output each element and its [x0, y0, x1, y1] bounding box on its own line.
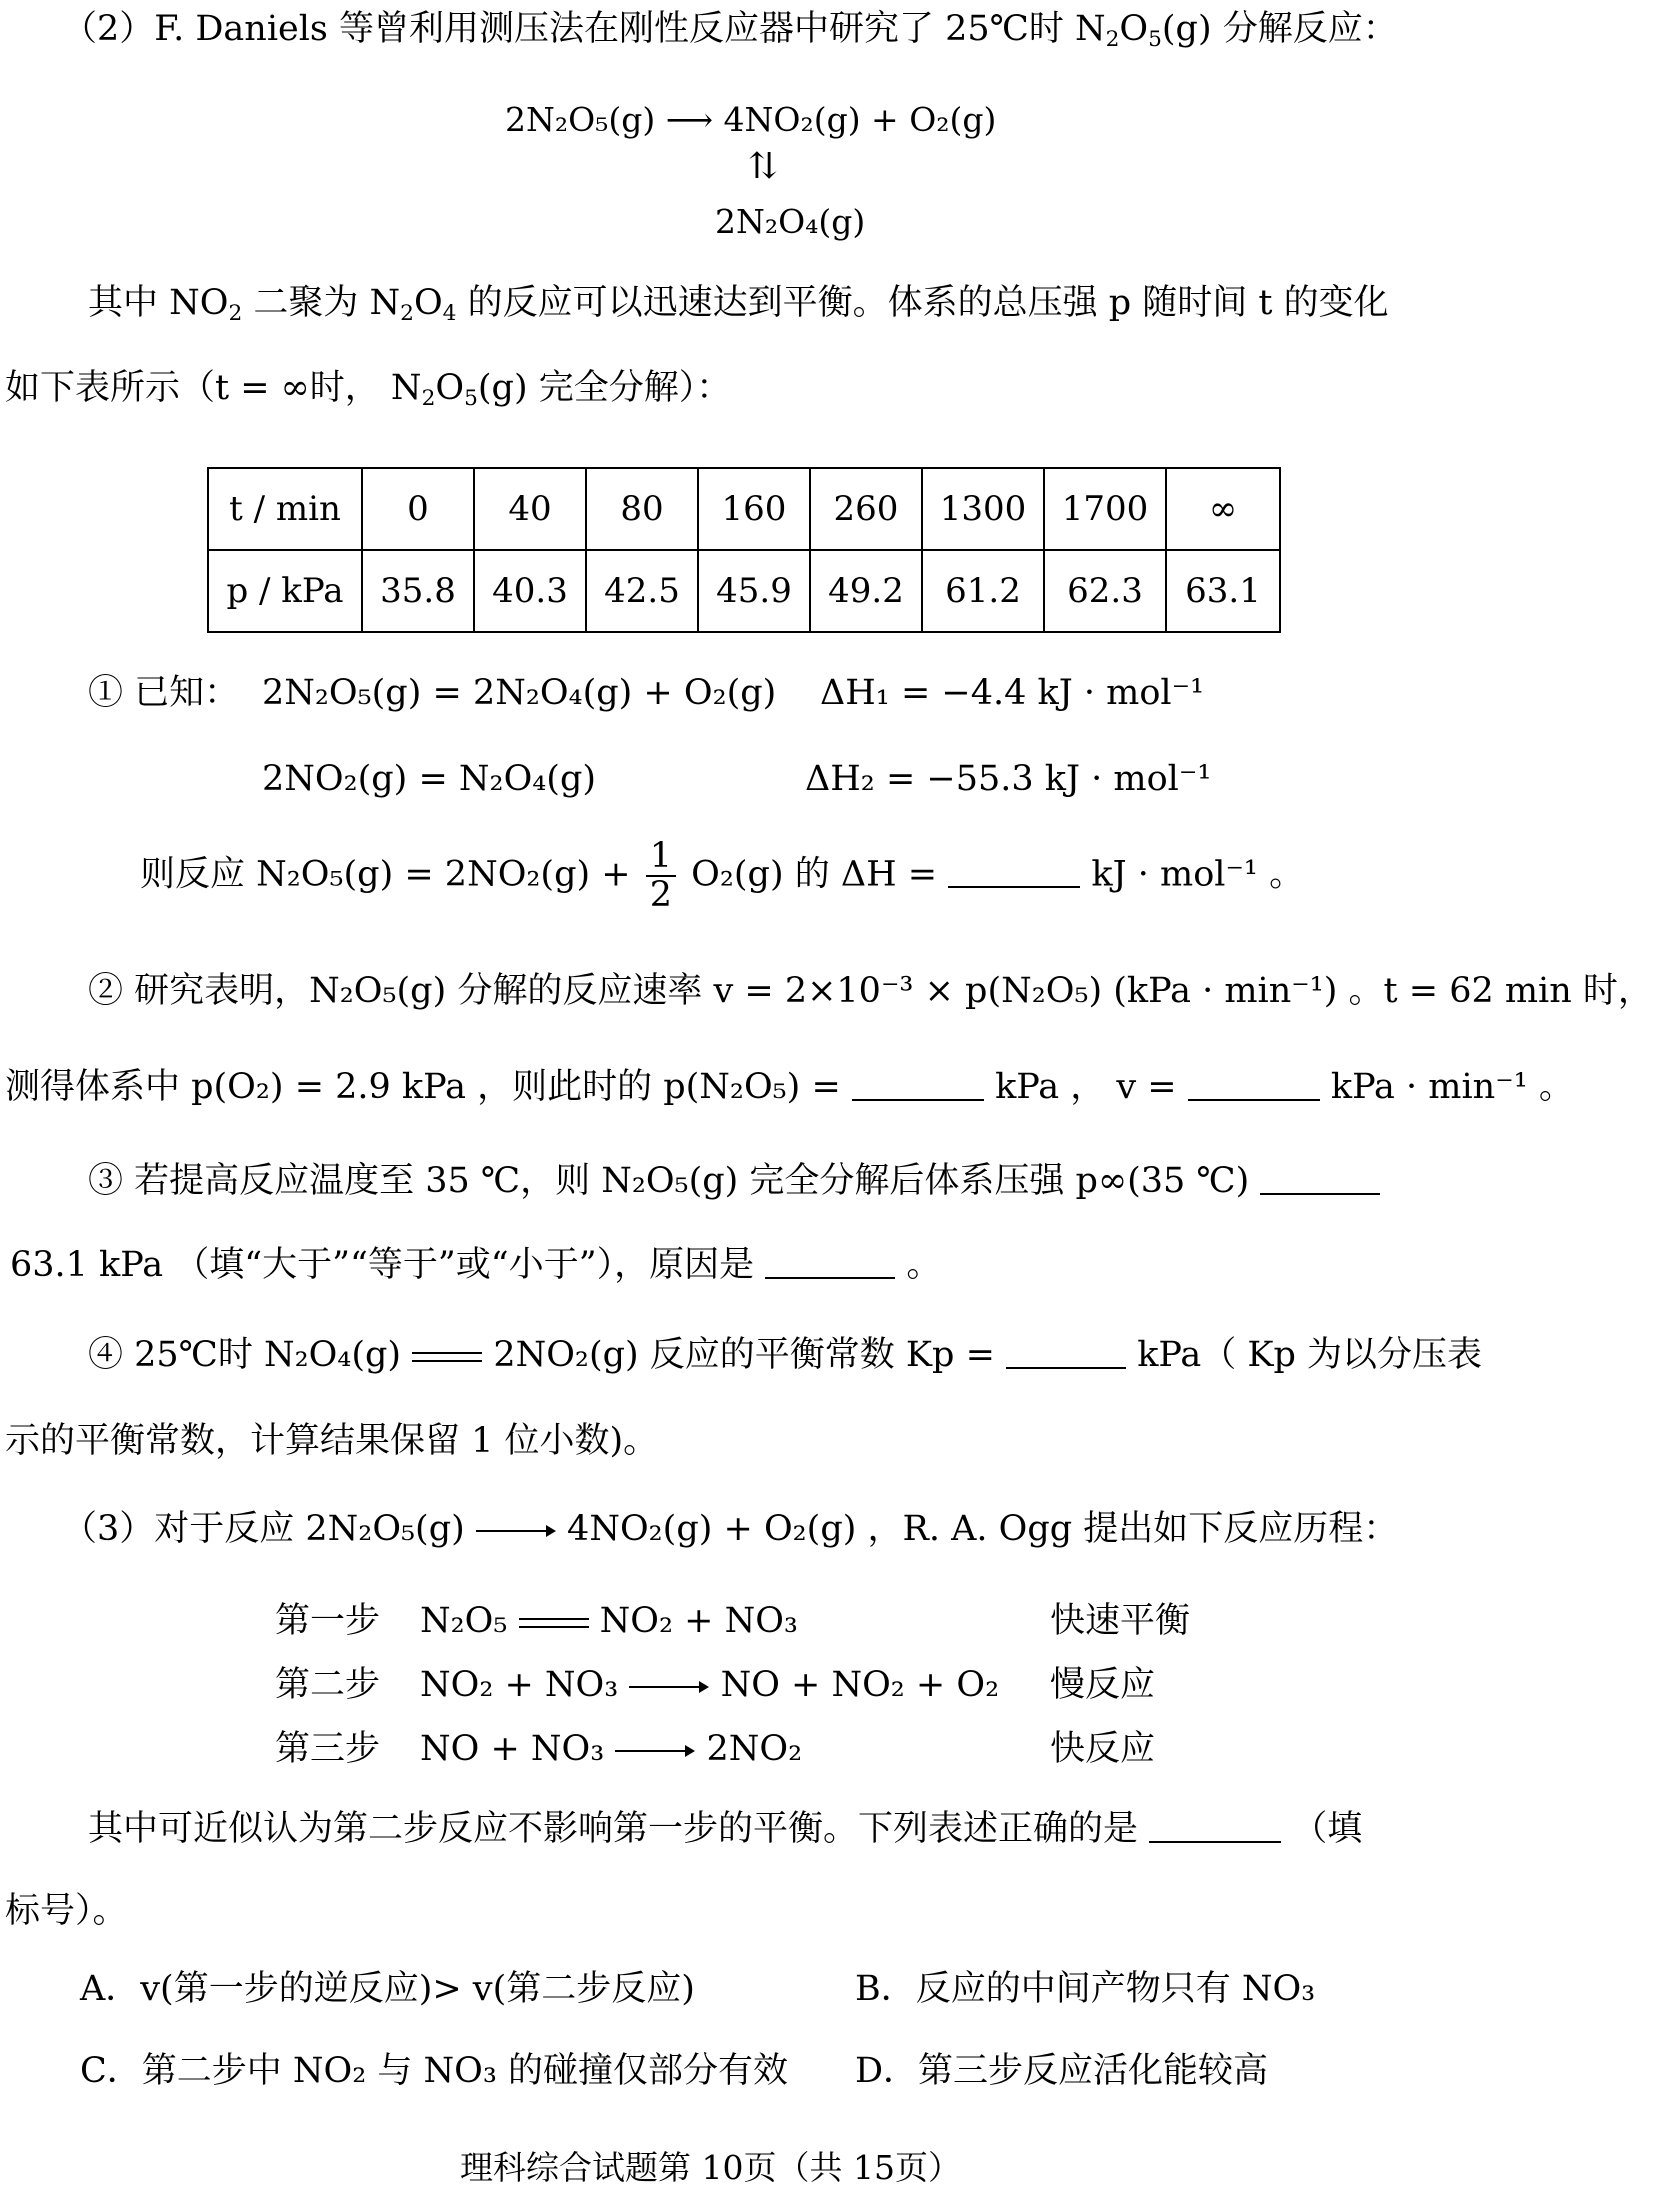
equilibrium-arrow-icon: ⇅	[748, 146, 779, 187]
table-header-cell: p / kPa	[208, 550, 362, 632]
table-cell: ∞	[1166, 468, 1280, 550]
table-cell: 160	[698, 468, 810, 550]
reversible-arrow-icon	[519, 1615, 589, 1631]
item2-line2: 测得体系中 p(O₂) = 2.9 kPa ，则此时的 p(N₂O₅) = kPa ， v = kPa · min⁻¹ 。	[5, 1067, 1574, 1107]
reaction-arrow-icon	[629, 1679, 709, 1695]
reversible-arrow-icon	[412, 1349, 482, 1365]
answer-blank[interactable]	[765, 1245, 895, 1279]
step-label: 第三步	[275, 1729, 381, 1769]
answer-blank[interactable]	[1188, 1067, 1320, 1101]
table-row	[208, 468, 1280, 550]
table-cell: 45.9	[698, 550, 810, 632]
item1-label: ① 已知：	[88, 673, 240, 713]
option-a: A．v(第一步的逆反应)> v(第二步反应)	[80, 1969, 695, 2009]
item2-line1: ② 研究表明，N₂O₅(g) 分解的反应速率 v = 2×10⁻³ × p(N₂O₅) (kPa · min⁻¹) 。t = 62 min 时，	[88, 971, 1653, 1011]
reaction-dimer: 2N₂O₄(g)	[715, 202, 866, 241]
option-b: B．反应的中间产物只有 NO₃	[855, 1969, 1316, 2009]
q2-para-line2: 如下表所示（t = ∞时， $N_2O_5(g)$ 完全分解）：	[5, 368, 732, 412]
table-row	[208, 550, 1280, 632]
table-cell: 1300	[922, 468, 1044, 550]
q3-intro: （3）对于反应 2N₂O₅(g) 4NO₂(g) + O₂(g) ，R. A. Ogg 提出如下反应历程：	[62, 1509, 1399, 1549]
table-cell: 61.2	[922, 550, 1044, 632]
q3-para-line1: 其中可近似认为第二步反应不影响第一步的平衡。下列表述正确的是 （填	[88, 1809, 1363, 1849]
page-footer: 理科综合试题第 10页（共 15页）	[460, 2148, 961, 2187]
table-cell: 80	[586, 468, 698, 550]
item1-dh2: ΔH₂ = −55.3 kJ · mol⁻¹	[805, 759, 1212, 799]
item1-eq1: 2N₂O₅(g) = 2N₂O₄(g) + O₂(g)	[262, 673, 777, 713]
pressure-time-table	[207, 467, 1281, 633]
fraction-one-half: $\frac{1}{2}$	[646, 838, 676, 914]
step-equation: NO₂ + NO₃ NO + NO₂ + O₂	[420, 1665, 1000, 1705]
table-header-cell: t / min	[208, 468, 362, 550]
step-label: 第一步	[275, 1601, 381, 1641]
item4-line1: ④ 25℃时 N₂O₄(g) 2NO₂(g) 反应的平衡常数 Kp = kPa（ Kp 为以分压表	[88, 1335, 1483, 1375]
table-cell: 260	[810, 468, 922, 550]
table-cell: 49.2	[810, 550, 922, 632]
table-cell: 35.8	[362, 550, 474, 632]
table-cell: 0	[362, 468, 474, 550]
q3-para-line2: 标号）。	[5, 1891, 128, 1931]
option-d: D．第三步反应活化能较高	[855, 2051, 1269, 2091]
item1-dh1: ΔH₁ = −4.4 kJ · mol⁻¹	[820, 673, 1205, 713]
step-rate: 慢反应	[1050, 1665, 1156, 1705]
reaction-arrow-icon	[476, 1523, 556, 1539]
item3-line2: 63.1 kPa （填“大于”“等于”或“小于”），原因是 。	[10, 1245, 942, 1285]
option-c: C．第二步中 NO₂ 与 NO₃ 的碰撞仅部分有效	[80, 2051, 788, 2091]
answer-blank[interactable]	[948, 855, 1080, 889]
q2-para-line1: 其中 $NO_2$ 二聚为 $N_2O_4$ 的反应可以迅速达到平衡。体系的总压强 p 随时间 t 的变化	[88, 283, 1389, 327]
table-cell: 63.1	[1166, 550, 1280, 632]
q2-intro: （2）F. Daniels 等曾利用测压法在刚性反应器中研究了 25℃时 $N_2O_5(g)$ 分解反应：	[62, 9, 1398, 53]
table-cell: 40	[474, 468, 586, 550]
item4-line2: 示的平衡常数，计算结果保留 1 位小数)。	[5, 1421, 659, 1461]
reaction-arrow-icon	[615, 1743, 695, 1759]
table-cell: 42.5	[586, 550, 698, 632]
table-cell: 62.3	[1044, 550, 1166, 632]
table-cell: 40.3	[474, 550, 586, 632]
table-cell: 1700	[1044, 468, 1166, 550]
reaction-main: 2N₂O₅(g) ⟶ 4NO₂(g) + O₂(g)	[505, 100, 997, 139]
step-rate: 快反应	[1050, 1729, 1156, 1769]
answer-blank[interactable]	[1149, 1809, 1281, 1843]
step-rate: 快速平衡	[1050, 1601, 1191, 1641]
step-equation: NO + NO₃ 2NO₂	[420, 1729, 803, 1769]
item1-question: 则反应 N₂O₅(g) = 2NO₂(g) + $\frac{1}{2}$ O₂(g) 的 ΔH = kJ · mol⁻¹ 。	[140, 836, 1305, 915]
answer-blank[interactable]	[1260, 1161, 1380, 1195]
answer-blank[interactable]	[852, 1067, 984, 1101]
step-equation: N₂O₅ NO₂ + NO₃	[420, 1601, 798, 1641]
item3-line1: ③ 若提高反应温度至 35 ℃，则 N₂O₅(g) 完全分解后体系压强 p∞(35 ℃)	[88, 1160, 1380, 1202]
item1-eq2: 2NO₂(g) = N₂O₄(g)	[262, 759, 597, 799]
step-label: 第二步	[275, 1665, 381, 1705]
answer-blank[interactable]	[1006, 1335, 1126, 1369]
